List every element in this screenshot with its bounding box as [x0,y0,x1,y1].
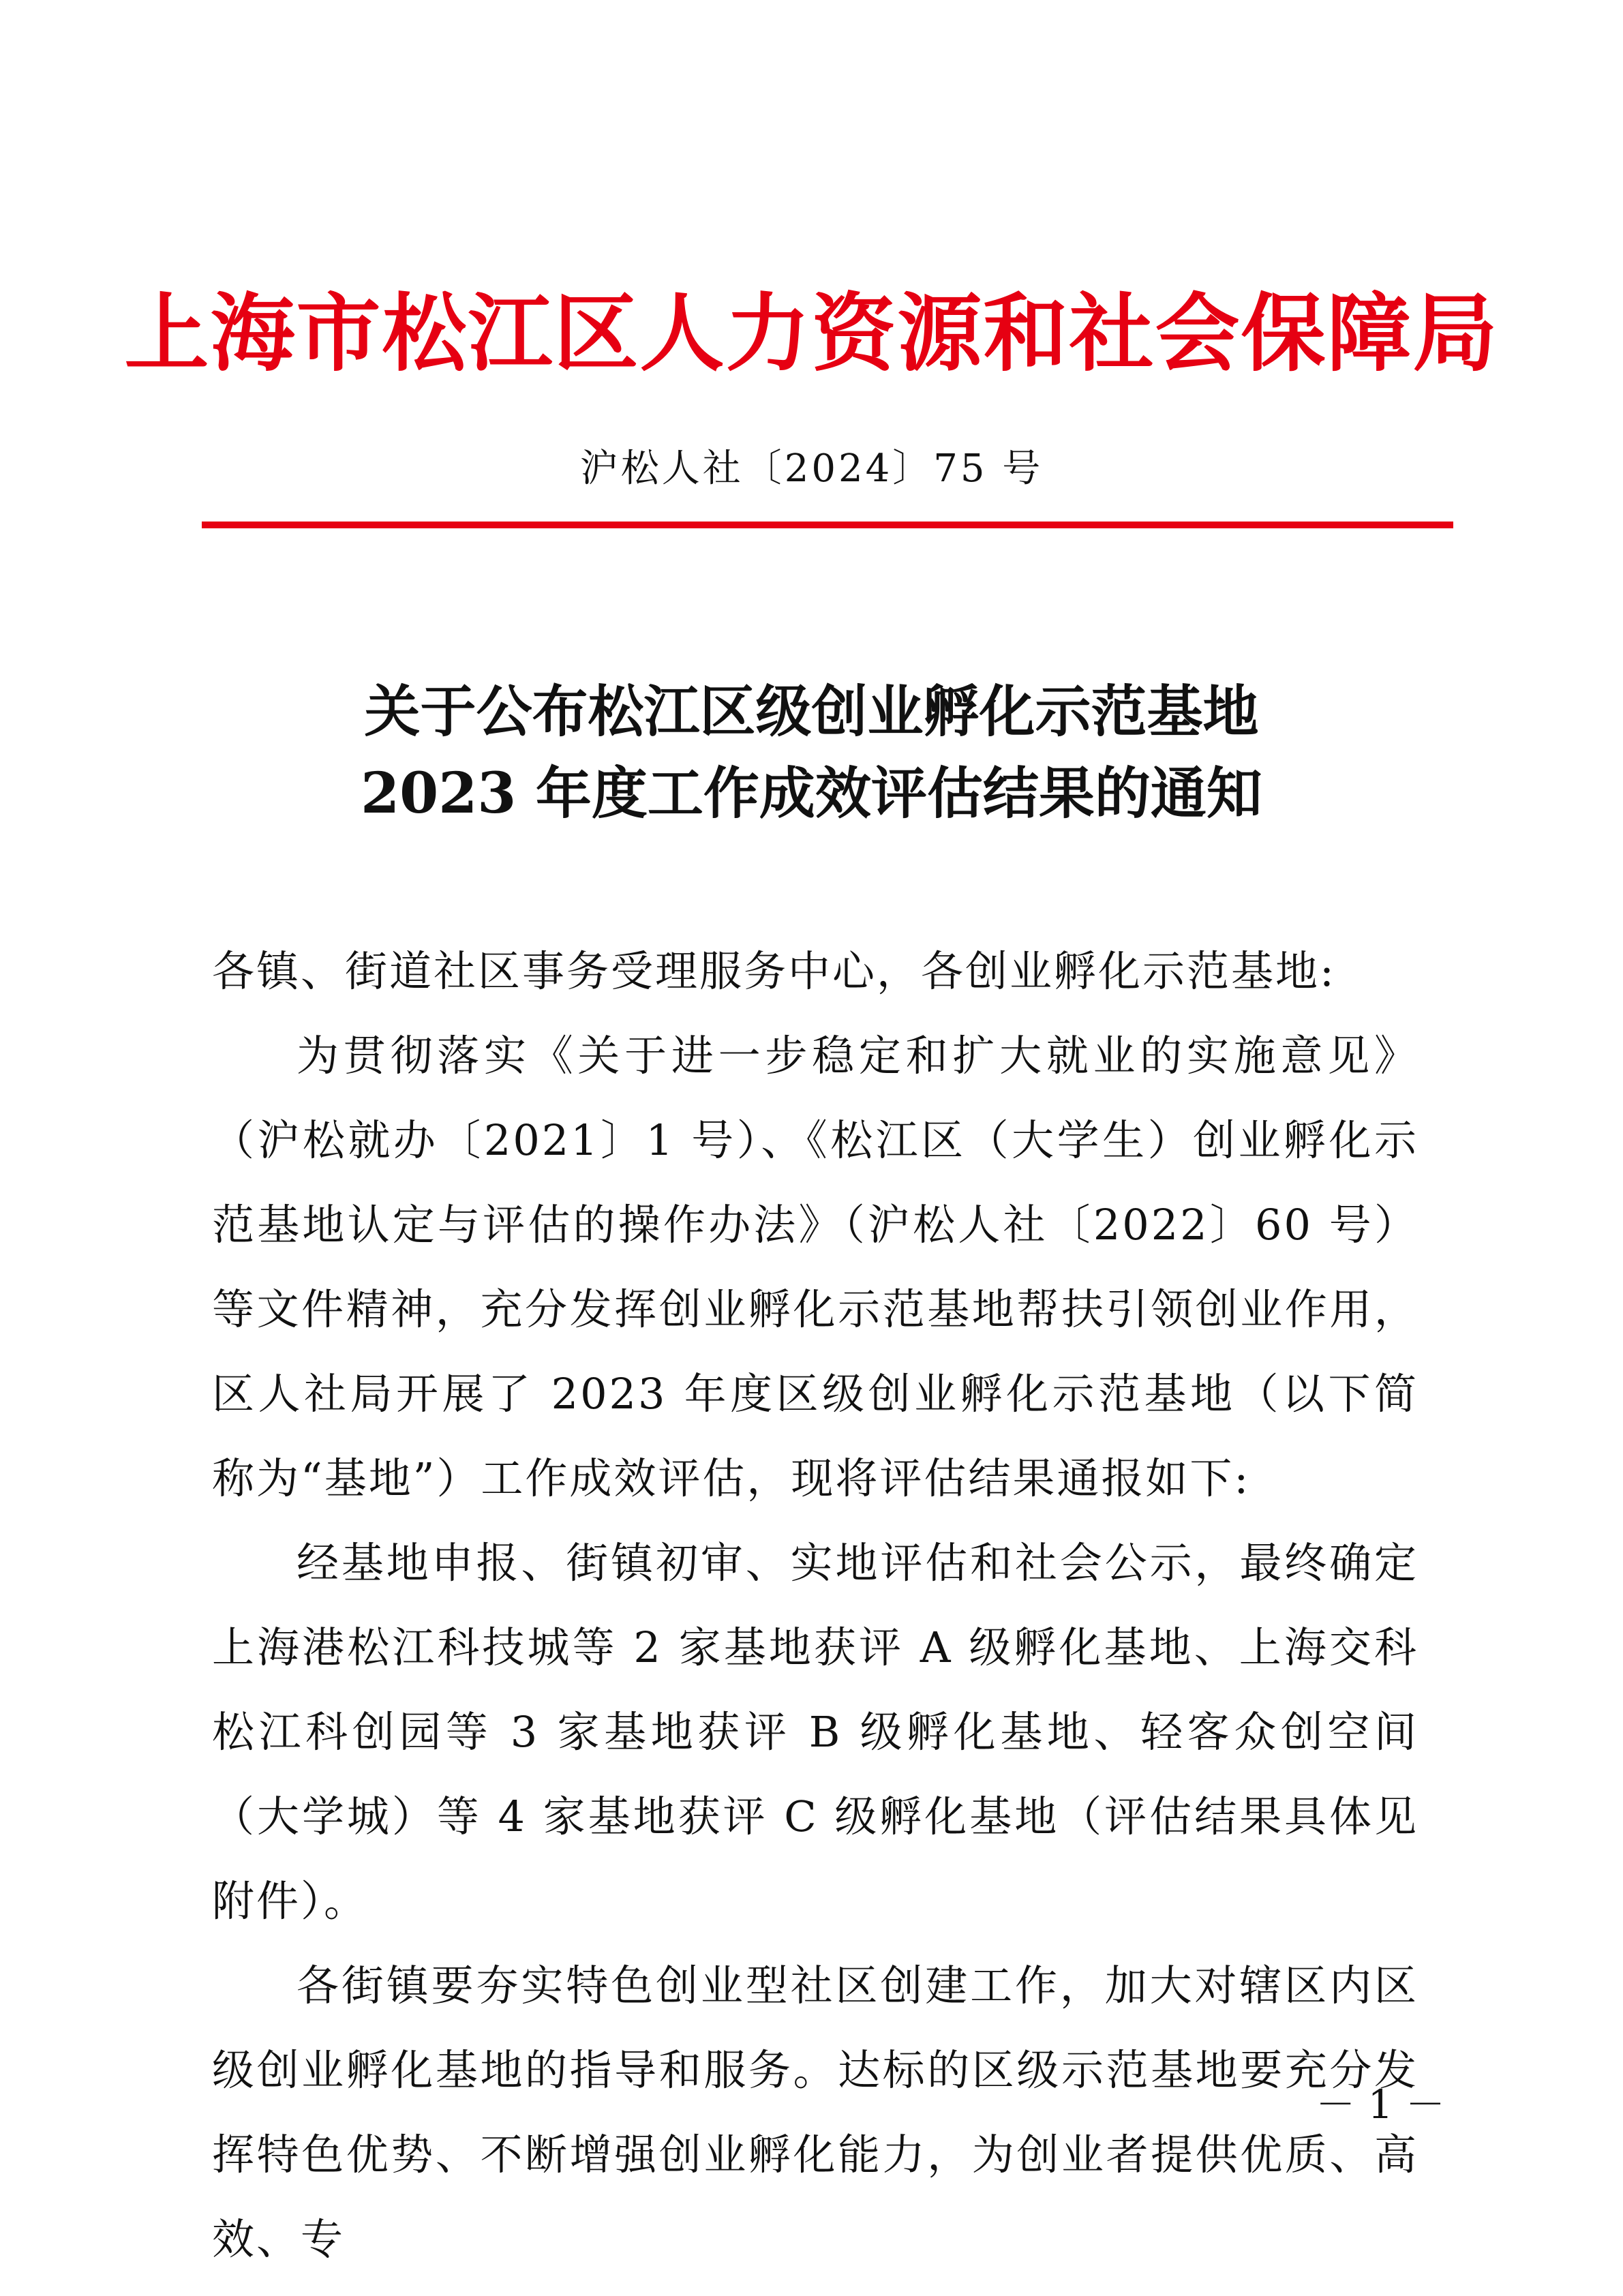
document-title-line-2: 2023 年度工作成效评估结果的通知 [361,761,1262,826]
body-paragraph: 经基地申报、街镇初审、实地评估和社会公示，最终确定上海港松江科技城等 2 家基地获评 A 级孵化基地、上海交科松江科创园等 3 家基地获评 B 级孵化基地、轻客众创空间（大学城）等 4 家基地获评 C 级孵化基地（评估结果具体见附件）。 [212,1538,1419,1926]
body-paragraph: 各街镇要夯实特色创业型社区创建工作，加大对辖区内区级创业孵化基地的指导和服务。达标的区级示范基地要充分发挥特色优势、不断增强创业孵化能力，为创业者提供优质、高效、专 [212,1961,1419,2264]
red-header-rule [202,522,1453,528]
document-number: 沪松人社〔2024〕75 号 [579,447,1044,491]
document-body [212,929,1419,2282]
salutation: 各镇、街道社区事务受理服务中心，各创业孵化示范基地: [212,946,1336,996]
issuer-name: 上海市松江区人力资源和社会保障局 [124,284,1499,383]
page-number: － 1 － [1316,2081,1445,2128]
document-title-line-1: 关于公布松江区级创业孵化示范基地 [364,679,1259,744]
body-paragraph: 为贯彻落实《关于进一步稳定和扩大就业的实施意见》（沪松就办〔2021〕1 号）、《松江区（大学生）创业孵化示范基地认定与评估的操作办法》（沪松人社〔2022〕60 号）等文件精神，充分发挥创业孵化示范基地帮扶引领创业作用，区人社局开展了 2023 年度区级创业孵化示范基地（以下简称为“基地”）工作成效评估，现将评估结果通报如下: [212,1031,1419,1503]
